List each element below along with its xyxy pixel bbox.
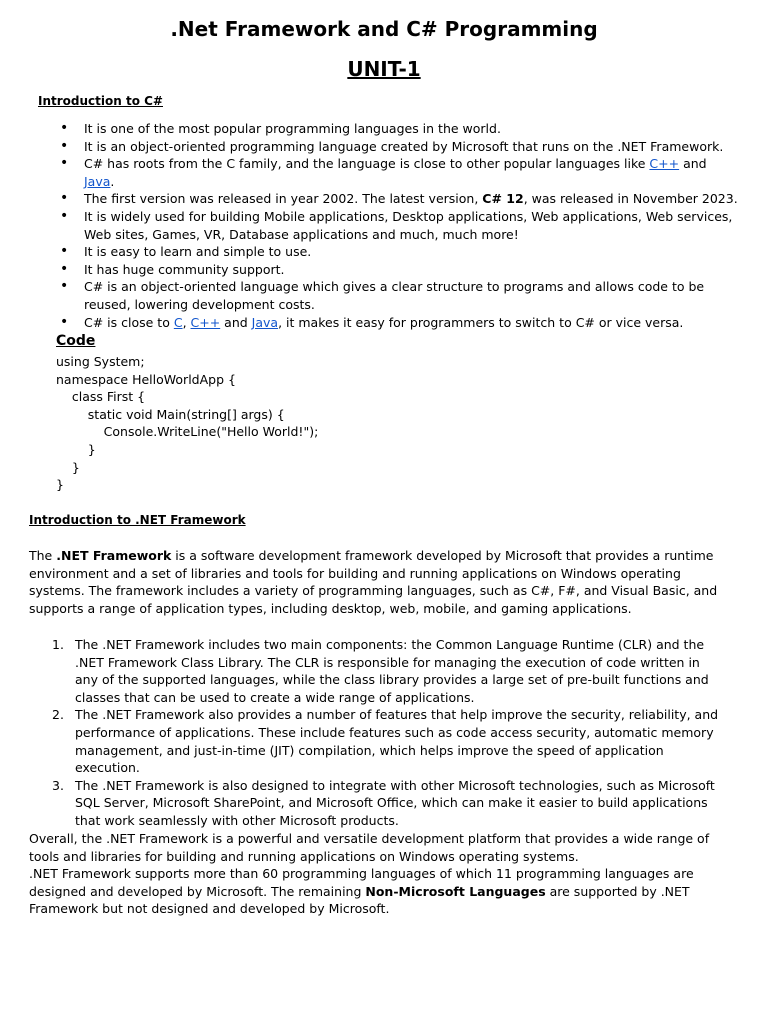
numbered-item <box>0 777 720 830</box>
text-run: It is an object-oriented programming language created by Microsoft that runs on the .NET Framework. <box>84 138 724 154</box>
bullet-item <box>0 208 740 243</box>
text-run: It has huge community support. <box>84 261 285 277</box>
item-number: 2. <box>52 707 64 723</box>
language-link[interactable]: C++ <box>190 314 221 330</box>
bullet-item <box>0 190 740 208</box>
item-text: The .NET Framework also provides a number of features that help improve the security, reliability, and performance of applications. These include features such as code access security, automatic memory management, and just-in-time (JIT) compilation, which helps improve the speed of application execution. <box>75 707 719 776</box>
bullet-item <box>0 138 740 156</box>
bullet-item <box>0 314 740 332</box>
item-number: 1. <box>52 637 64 652</box>
intro-csharp-heading: Introduction to C# <box>38 94 163 108</box>
languages-line <box>29 865 729 918</box>
document-title: .Net Framework and C# Programming <box>170 17 598 41</box>
language-link[interactable]: Java <box>84 173 111 189</box>
bullet-item <box>0 261 740 279</box>
intro-net-heading: Introduction to .NET Framework <box>29 513 246 527</box>
text-run: C# is an object-oriented language which gives a clear structure to programs and allows code to be reused, lowering development costs. <box>84 279 705 312</box>
code-line: namespace HelloWorldApp { <box>56 371 236 387</box>
item-text: The .NET Framework includes two main components: the Common Language Runtime (CLR) and the .NET Framework Class Library. The CLR is responsible for managing the execution of code written in any of the supported languages, while the class library provides a large set of pre-built functions and classes that can be used to create a wide range of applications. <box>75 637 709 705</box>
text-run: C# has roots from the C family, and the language is close to other popular languages like <box>84 156 650 172</box>
code-heading: Code <box>56 333 96 349</box>
item-text: The .NET Framework is also designed to integrate with other Microsoft technologies, such as Microsoft SQL Server, Microsoft SharePoint, and Microsoft Office, which can make it easier to build applications that work seamlessly with other Microsoft products. <box>75 777 715 828</box>
language-link[interactable]: Java <box>251 314 279 330</box>
bullet-item <box>0 120 740 138</box>
language-link[interactable]: C <box>173 314 183 330</box>
csharp-bullet-list <box>0 120 740 331</box>
text-run: is a software development framework developed by Microsoft that provides a runtime environment and a set of libraries and tools for building and running applications on Windows operating systems. The framework includes a variety of programming languages, such as C#, F#, and Visual Basic, and supports a range of application types, including desktop, web, mobile, and gaming applications. <box>29 548 718 616</box>
bold-text: .NET Framework <box>56 548 172 563</box>
text-run: , it makes it easy for programmers to switch to C# or vice versa. <box>278 314 684 330</box>
code-line: } <box>56 441 96 457</box>
code-line: } <box>56 459 80 475</box>
language-link[interactable]: C++ <box>649 156 680 172</box>
bold-text: C# 12 <box>482 191 524 207</box>
text-run: C# is close to <box>84 314 174 330</box>
text-run: The first version was released in year 2002. The latest version, <box>84 191 483 207</box>
numbered-item <box>0 636 720 706</box>
code-line: using System; <box>56 354 145 369</box>
code-line: class First { <box>56 389 146 405</box>
text-run: The <box>29 548 57 563</box>
text-run: and <box>220 314 252 330</box>
unit-title: UNIT-1 <box>347 57 421 81</box>
text-run: , was released in November 2023. <box>523 191 738 207</box>
text-run: .NET Framework supports more than 60 programming languages of which 11 programming languages are designed and developed by Microsoft. The remaining <box>29 866 694 899</box>
text-run: and <box>679 156 707 172</box>
bold-text: Non-Microsoft Languages <box>365 883 546 899</box>
code-line: } <box>56 477 64 493</box>
text-run: It is easy to learn and simple to use. <box>84 244 312 260</box>
net-numbered-list <box>0 636 720 830</box>
item-number: 3. <box>52 777 64 793</box>
net-overall-paragraph <box>29 830 729 918</box>
text-run: , <box>182 314 191 330</box>
code-line: static void Main(string[] args) { <box>56 406 285 422</box>
text-run: It is widely used for building Mobile applications, Desktop applications, Web applications, Web services, Web sites, Games, VR, Database applications and much, much more! <box>84 208 733 242</box>
code-line: Console.WriteLine("Hello World!"); <box>56 424 319 440</box>
code-block <box>56 353 318 494</box>
net-intro-paragraph <box>29 547 729 617</box>
numbered-item <box>0 706 720 776</box>
text-run: are supported by .NET Framework but not designed and developed by Microsoft. <box>29 883 690 917</box>
text-run: . <box>110 173 115 189</box>
text-run: It is one of the most popular programming languages in the world. <box>84 121 501 136</box>
bullet-item <box>0 243 740 261</box>
bullet-item <box>0 278 740 313</box>
bullet-item <box>0 155 740 190</box>
overall-line: Overall, the .NET Framework is a powerful and versatile development platform that provides a wide range of tools and libraries for building and running applications on Windows operating systems. <box>29 831 710 864</box>
